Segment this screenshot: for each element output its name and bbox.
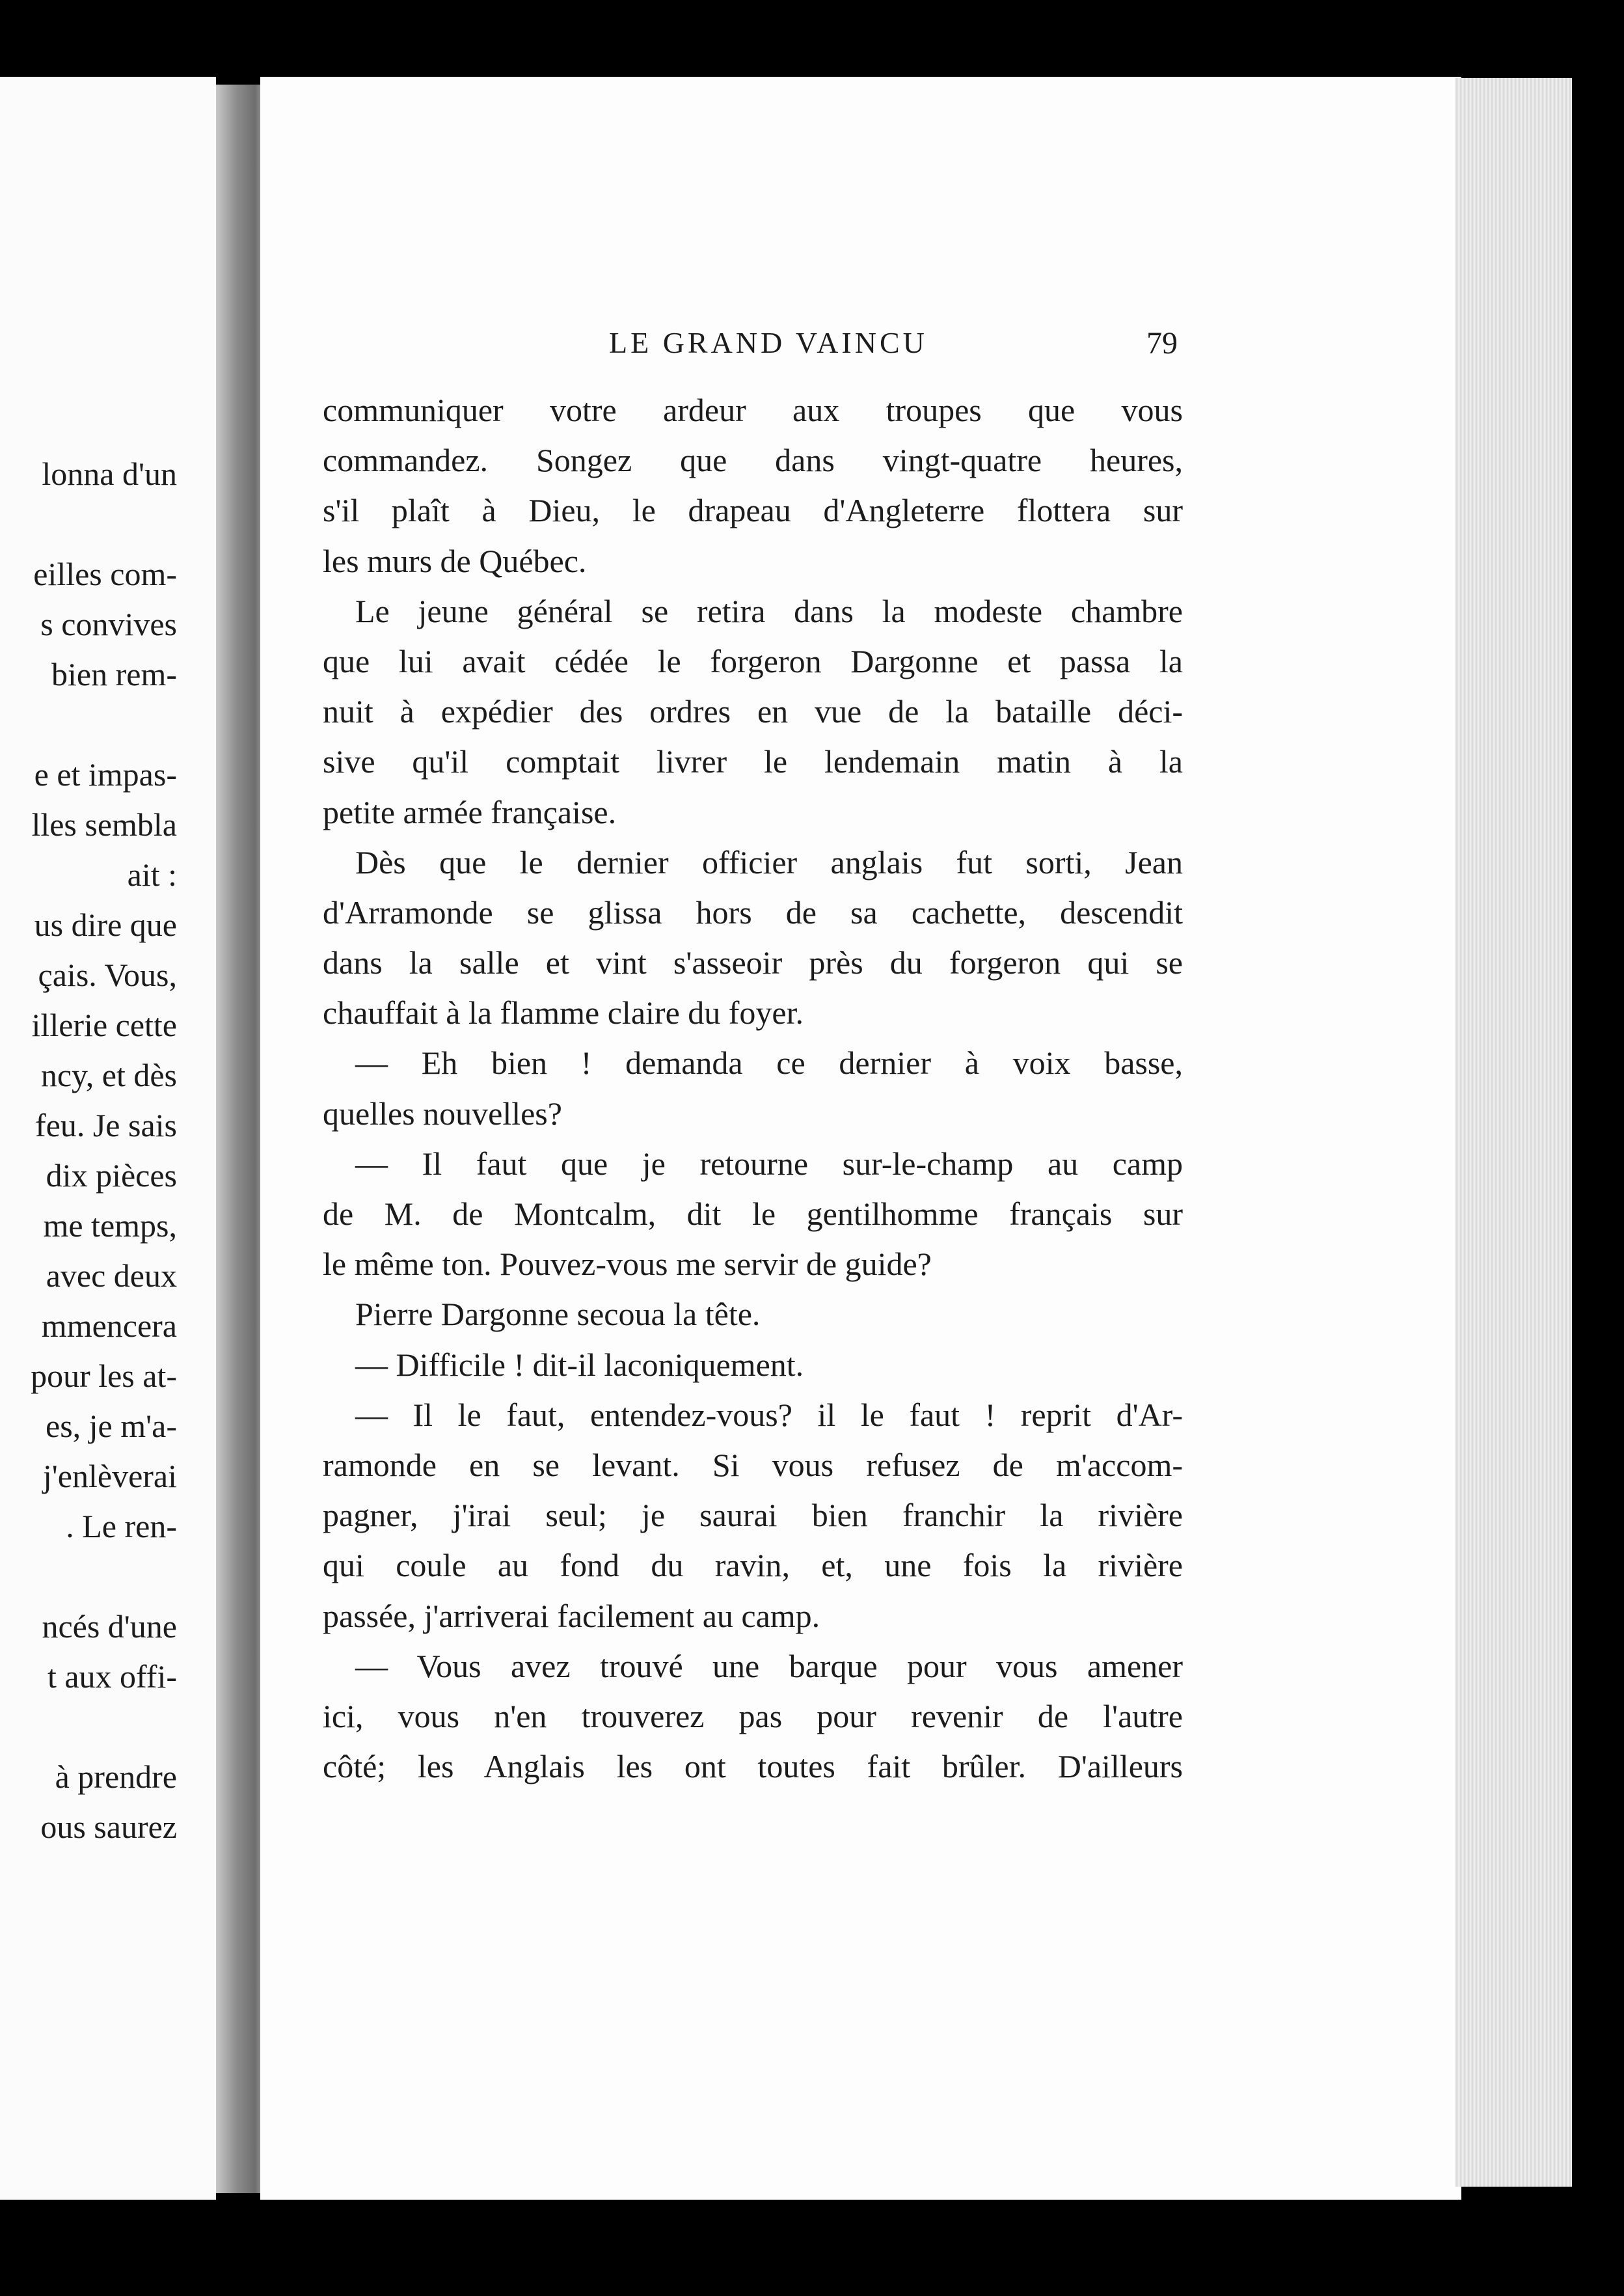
left-line: ncés d'une (42, 1608, 177, 1645)
text-line: dans la salle et vint s'asseoir près du forgeron qui se (323, 944, 1183, 981)
running-head: LE GRAND VAINCU (609, 326, 928, 359)
page-edges (1455, 78, 1572, 2187)
text-line: le même ton. Pouvez-vous me servir de guide? (323, 1246, 932, 1283)
text-line: — Vous avez trouvé une barque pour vous amener (355, 1647, 1183, 1684)
text-line: quelles nouvelles? (323, 1095, 562, 1132)
text-line: ramonde en se levant. Si vous refusez de m'accom- (323, 1446, 1183, 1483)
left-line (0, 1702, 177, 1752)
text-line: — Difficile ! dit-il laconiquement. (355, 1346, 804, 1383)
left-line: ncy, et dès (40, 1057, 177, 1093)
left-line: mmencera (41, 1307, 177, 1344)
text-line: — Il le faut, entendez-vous? il le faut ! reprit d'Ar- (355, 1396, 1183, 1433)
left-line: j'enlèverai (42, 1458, 177, 1494)
left-line: lonna d'un (42, 456, 177, 492)
text-line: — Il faut que je retourne sur-le-champ au camp (355, 1145, 1183, 1182)
left-line: us dire que (34, 907, 177, 943)
left-line: me temps, (43, 1207, 177, 1244)
left-page-text (0, 449, 177, 1852)
text-line: Dès que le dernier officier anglais fut sorti, Jean (355, 843, 1183, 881)
left-line: eilles com- (33, 556, 177, 592)
left-line: bien rem- (51, 656, 177, 692)
page-number: 79 (1146, 326, 1178, 361)
text-line: chauffait à la flamme claire du foyer. (323, 994, 804, 1032)
left-line: lles sembla (31, 806, 177, 843)
left-line: dix pièces (46, 1157, 177, 1194)
text-line: s'il plaît à Dieu, le drapeau d'Angleterre flottera sur (323, 492, 1183, 529)
left-line (0, 700, 177, 750)
left-line: . Le ren- (66, 1508, 177, 1544)
left-line: pour les at- (31, 1358, 177, 1394)
text-line: sive qu'il comptait livrer le lendemain matin à la (323, 743, 1183, 780)
left-line: feu. Je sais (35, 1107, 177, 1143)
left-line: ous saurez (40, 1809, 177, 1845)
text-line: d'Arramonde se glissa hors de sa cachette, descendit (323, 894, 1183, 931)
text-line: côté; les Anglais les ont toutes fait brûler. D'ailleurs (323, 1748, 1183, 1785)
text-line: Pierre Dargonne secoua la tête. (355, 1296, 761, 1333)
text-line: passée, j'arriverai facilement au camp. (323, 1597, 820, 1634)
left-line: avec deux (46, 1257, 177, 1294)
left-line (0, 499, 177, 549)
text-line: qui coule au fond du ravin, et, une fois la rivière (323, 1547, 1183, 1584)
text-line: pagner, j'irai seul; je saurai bien franchir la rivière (323, 1497, 1183, 1534)
text-line: — Eh bien ! demanda ce dernier à voix basse, (355, 1045, 1183, 1082)
text-line: de M. de Montcalm, dit le gentilhomme français sur (323, 1196, 1183, 1232)
left-line (0, 1551, 177, 1602)
left-line: à prendre (55, 1758, 177, 1795)
left-line: ait : (127, 856, 177, 893)
left-line: es, je m'a- (46, 1408, 177, 1444)
text-line: que lui avait cédée le forgeron Dargonne et passa la (323, 642, 1183, 679)
text-line: Le jeune général se retira dans la modeste chambre (355, 592, 1183, 629)
left-line: s convives (40, 606, 177, 642)
left-line: e et impas- (34, 756, 177, 793)
text-line: ici, vous n'en trouverez pas pour revenir de l'autre (323, 1697, 1183, 1734)
left-line: illerie cette (31, 1007, 177, 1043)
left-page (0, 77, 216, 2200)
text-line: les murs de Québec. (323, 542, 587, 579)
text-line: communiquer votre ardeur aux troupes que vous (323, 392, 1183, 428)
text-line: commandez. Songez que dans vingt-quatre heures, (323, 442, 1183, 479)
left-line: çais. Vous, (38, 957, 177, 993)
text-line: nuit à expédier des ordres en vue de la bataille déci- (323, 693, 1183, 730)
left-line: t aux offi- (47, 1658, 177, 1695)
body-text (323, 385, 1183, 1792)
text-line: petite armée française. (323, 793, 617, 830)
